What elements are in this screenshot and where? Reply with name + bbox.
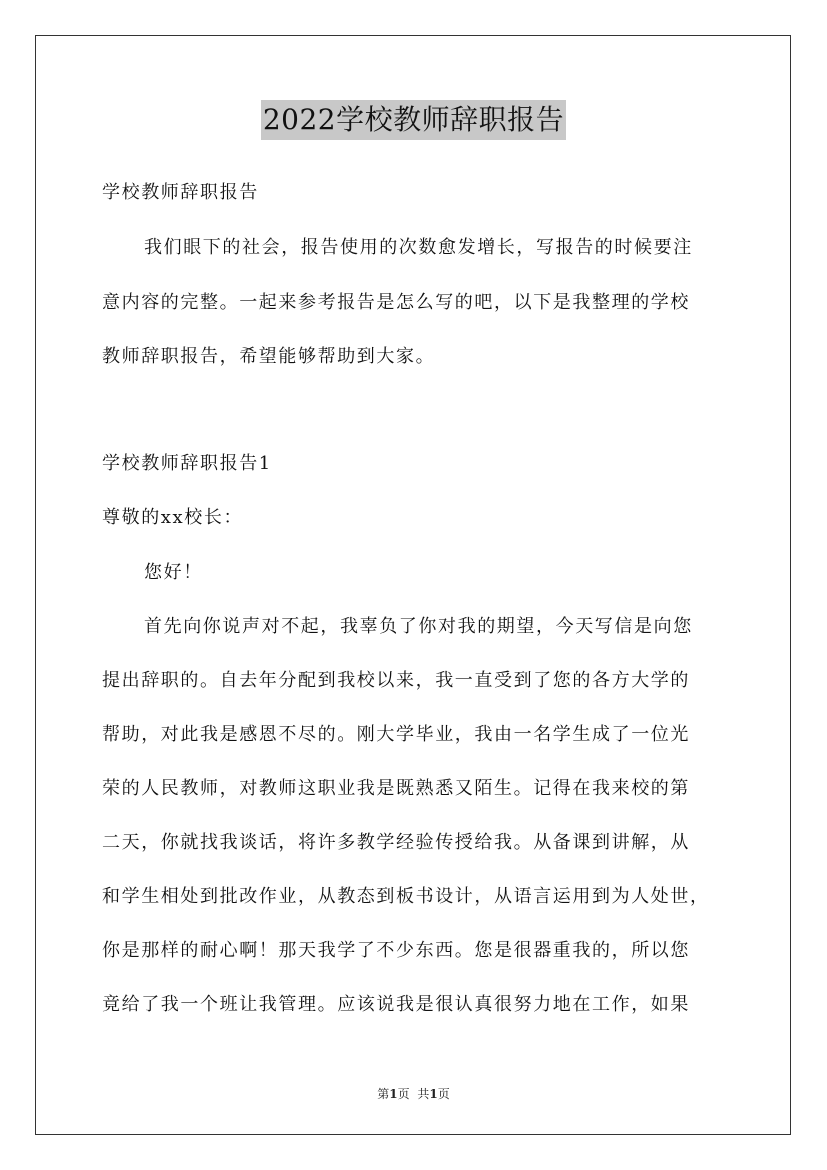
footer-total-pages: 1 <box>429 1087 438 1101</box>
body-line-6: 和学生相处到批改作业，从教态到板书设计，从语言运用到为人处世， <box>102 886 710 907</box>
document-title: 2022学校教师辞职报告 <box>261 100 566 140</box>
greeting: 您好！ <box>144 562 203 583</box>
body-line-5: 二天，你就找我谈话，将许多教学经验传授给我。从备课到讲解，从 <box>102 832 690 853</box>
footer-page-suffix: 页 <box>397 1087 410 1101</box>
intro-line-3: 教师辞职报告，希望能够帮助到大家。 <box>102 346 436 367</box>
footer-total-suffix: 页 <box>437 1087 450 1101</box>
intro-line-2: 意内容的完整。一起来参考报告是怎么写的吧，以下是我整理的学校 <box>102 292 690 313</box>
document-subtitle: 学校教师辞职报告 <box>102 182 259 203</box>
salutation: 尊敬的xx校长： <box>102 507 244 528</box>
section-heading: 学校教师辞职报告1 <box>102 453 272 474</box>
footer-page-number: 1 <box>389 1087 398 1101</box>
footer-page-prefix: 第 <box>377 1087 390 1101</box>
footer-total-prefix: 共 <box>417 1087 430 1101</box>
page-footer <box>0 1086 827 1102</box>
title-container <box>0 100 827 140</box>
body-line-8: 竟给了我一个班让我管理。应该说我是很认真很努力地在工作，如果 <box>102 994 690 1015</box>
body-line-3: 帮助，对此我是感恩不尽的。刚大学毕业，我由一名学生成了一位光 <box>102 724 690 745</box>
body-line-4: 荣的人民教师，对教师这职业我是既熟悉又陌生。记得在我来校的第 <box>102 778 690 799</box>
intro-line-1: 我们眼下的社会，报告使用的次数愈发增长，写报告的时候要注 <box>144 237 693 258</box>
body-line-7: 你是那样的耐心啊！那天我学了不少东西。您是很器重我的，所以您 <box>102 940 690 961</box>
body-line-2: 提出辞职的。自去年分配到我校以来，我一直受到了您的各方大学的 <box>102 670 690 691</box>
body-line-1: 首先向你说声对不起，我辜负了你对我的期望，今天写信是向您 <box>144 616 693 637</box>
